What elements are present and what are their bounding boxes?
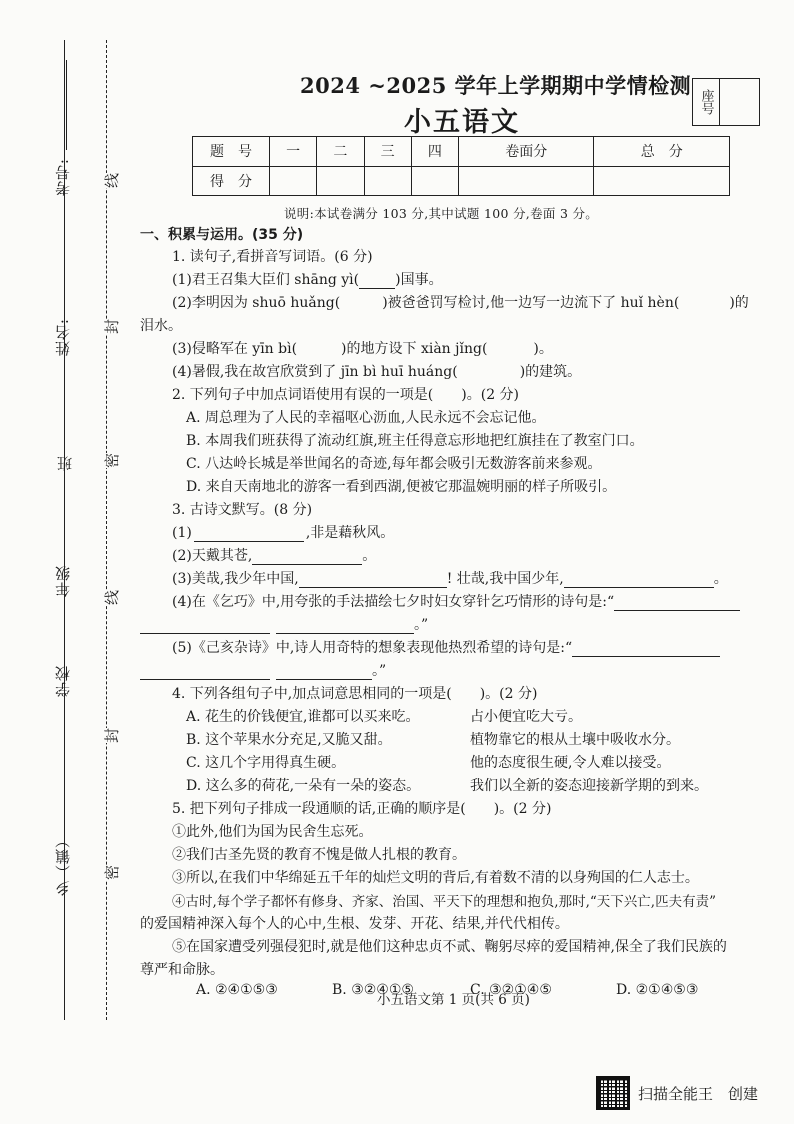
question-4-option-b-2: 植物靠它的根从土壤中吸收水分。 (470, 732, 680, 748)
grade-label: 年级 (54, 565, 72, 597)
exam-note: 说明:本试卷满分 103 分,其中试题 100 分,卷面 3 分。 (284, 206, 599, 221)
question-4-option-a-2: 占小便宜吃大亏。 (470, 709, 582, 725)
question-3-item-2: (2)天戴其苍, 。 (172, 548, 377, 564)
qr-code-icon (596, 1076, 630, 1110)
question-4: 4. 下列各组句子中,加点词意思相同的一项是( )。(2 分) (172, 686, 538, 702)
score-input-cell[interactable] (317, 166, 364, 196)
score-table-header-row (193, 137, 730, 167)
exam-number-label: 考号: (54, 158, 72, 197)
question-5-sentence-5-cont: 尊严和命脉。 (140, 962, 224, 978)
score-table-cell: 卷面分 (459, 137, 594, 167)
question-1-item-3: (3)侵略军在 yīn bì( )的地方设下 xiàn jǐng( )。 (172, 341, 553, 357)
question-1-item-4: (4)暑假,我在故宫欣赏到了 jīn bì huī huáng( )的建筑。 (172, 364, 582, 380)
seal-char-xian-2: 线 (103, 589, 122, 606)
question-3-item-1: (1) ,非是藉秋风。 (172, 525, 395, 541)
score-table-score-row (193, 166, 730, 196)
question-5: 5. 把下列句子排成一段通顺的话,正确的顺序是( )。(2 分) (172, 801, 552, 817)
question-5-sentence-3: ③所以,在我们中华绵延五千年的灿烂文明的背后,有着数不清的以身殉国的仁人志士。 (172, 870, 699, 886)
score-input-cell[interactable] (411, 166, 458, 196)
question-4-option-c-1: C. 这几个字用得真生硬。 (186, 755, 346, 771)
exam-number-line (66, 60, 67, 150)
seat-number-box[interactable] (692, 78, 760, 126)
question-4-option-c-2: 他的态度很生硬,令人难以接受。 (470, 755, 671, 771)
question-4-option-d-1: D. 这么多的荷花,一朵有一朵的姿态。 (186, 778, 421, 794)
scanner-brand-text: 扫描全能王 创建 (638, 1084, 759, 1103)
question-5-sentence-5: ⑤在国家遭受列强侵犯时,就是他们这种忠贞不贰、鞠躬尽瘁的爱国精神,保全了我们民族的 (172, 939, 727, 955)
question-4-option-d-2: 我们以全新的姿态迎接新学期的到来。 (470, 778, 708, 794)
score-table-cell: 一 (270, 137, 317, 167)
question-2-option-d: D. 来自天南地北的游客一看到西湖,便被它那温婉明丽的样子所吸引。 (186, 479, 617, 495)
seal-char-xian-1: 线 (103, 172, 122, 189)
seal-char-feng-2: 封 (103, 727, 122, 744)
question-1: 1. 读句子,看拼音写词语。(6 分) (172, 249, 373, 265)
question-4-option-b-1: B. 这个苹果水分充足,又脆又甜。 (186, 732, 392, 748)
class-label: 班 (56, 455, 74, 471)
school-label: 学校 (54, 665, 72, 697)
question-3-item-5-cont: 。” (140, 660, 386, 680)
score-input-cell[interactable] (459, 166, 594, 196)
seal-char-mi-1: 密 (103, 452, 122, 469)
page-footer: 小五语文第 1 页(共 6 页) (377, 992, 530, 1008)
question-1-item-2-cont: 泪水。 (140, 318, 182, 334)
question-5-sentence-4: ④古时,每个学子都怀有修身、齐家、治国、平天下的理想和抱负,那时,“天下兴亡,匹夫有责” (172, 894, 716, 910)
question-4-option-a-1: A. 花生的价钱便宜,谁都可以买来吃。 (186, 709, 420, 725)
score-table-cell: 总 分 (594, 137, 730, 167)
score-input-cell[interactable] (364, 166, 411, 196)
seat-number-label: 座号 (693, 79, 720, 125)
question-2-option-b: B. 本周我们班获得了流动红旗,班主任得意忘形地把红旗挂在了教室门口。 (186, 433, 644, 449)
question-2-option-a: A. 周总理为了人民的幸福呕心沥血,人民永远不会忘记他。 (186, 410, 546, 426)
question-5-sentence-1: ①此外,他们为国为民舍生忘死。 (172, 824, 373, 840)
question-2-option-c: C. 八达岭长城是举世闻名的奇迹,每年都会吸引无数游客前来参观。 (186, 456, 602, 472)
score-table-cell: 三 (364, 137, 411, 167)
question-3-item-4: (4)在《乞巧》中,用夸张的手法描绘七夕时妇女穿针乞巧情形的诗句是:“ (172, 591, 740, 611)
question-3: 3. 古诗文默写。(8 分) (172, 502, 313, 518)
question-1-item-1: (1)君王召集大臣们 shāng yì( )国事。 (172, 272, 443, 288)
subject-title: 小五语文 (404, 107, 520, 138)
score-table (192, 136, 730, 196)
question-1-item-2: (2)李明因为 shuō huǎng( )被爸爸罚写检讨,他一边写一边流下了 huǐ hèn( )的 (172, 295, 749, 311)
question-5-sentence-4-cont: 的爱国精神深入每个人的心中,生根、发芽、开花、结果,并代代相传。 (140, 916, 569, 932)
score-input-cell[interactable] (270, 166, 317, 196)
question-5-option-b: B. ③②④①⑤ (332, 982, 414, 998)
scanner-watermark (596, 1076, 758, 1110)
seat-number-field[interactable] (720, 79, 759, 125)
seal-char-feng-1: 封 (103, 318, 122, 335)
question-5-sentence-2: ②我们古圣先贤的教育不愧是做人扎根的教育。 (172, 847, 466, 863)
score-table-cell: 题 号 (193, 137, 270, 167)
question-5-option-c: C. ③②①④⑤ (470, 982, 552, 998)
score-table-cell: 得 分 (193, 166, 270, 196)
question-3-item-4-cont: 。” (140, 614, 428, 634)
seal-char-mi-2: 密 (103, 864, 122, 881)
question-5-option-a: A. ②④①⑤③ (196, 982, 278, 998)
name-label: 姓名: (54, 318, 72, 357)
question-3-item-3: (3)美哉,我少年中国, ! 壮哉,我中国少年, 。 (172, 571, 728, 587)
question-3-item-5: (5)《己亥杂诗》中,诗人用奇特的想象表现他热烈希望的诗句是:“ (172, 637, 720, 657)
section-heading: 一、积累与运用。(35 分) (140, 227, 304, 243)
score-table-cell: 二 (317, 137, 364, 167)
township-label: 乡（镇） (54, 832, 72, 896)
exam-title: 2024 ~2025 学年上学期期中学情检测 (300, 73, 692, 98)
question-2: 2. 下列句子中加点词语使用有误的一项是( )。(2 分) (172, 387, 520, 403)
score-input-cell[interactable] (594, 166, 730, 196)
question-5-option-d: D. ②①④⑤③ (616, 982, 699, 998)
score-table-cell: 四 (411, 137, 458, 167)
